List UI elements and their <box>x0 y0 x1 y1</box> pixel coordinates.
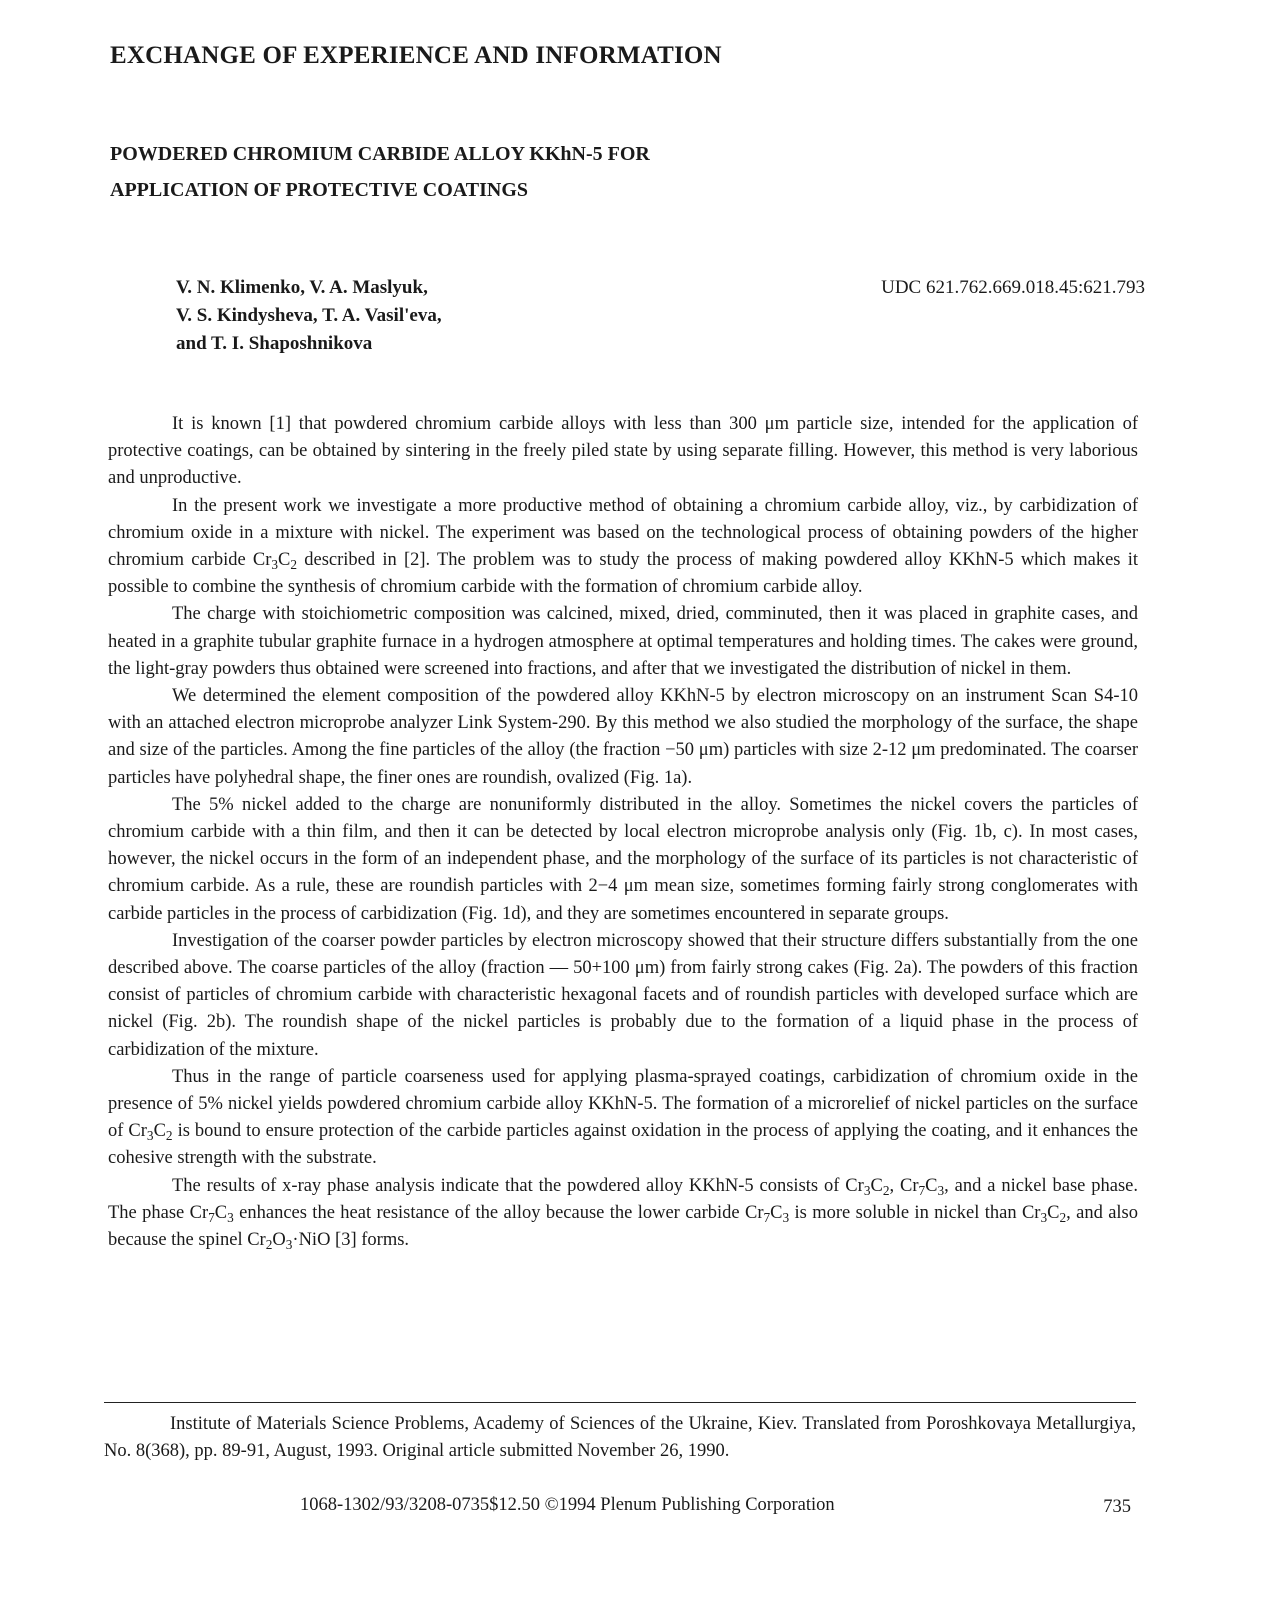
author-list <box>176 274 442 358</box>
article-body <box>108 411 1138 1254</box>
body-paragraph: The charge with stoichiometric composition was calcined, mixed, dried, comminuted, then it was placed in graphite cases, and heated in a graphite tubular graphite furnace in a hydrogen atmosphere at optimal temperatures and holding times. The cakes were ground, the light-gray powders thus obtained were screened into fractions, and after that we investigated the distribution of nickel in them. <box>108 604 1138 679</box>
body-paragraph: In the present work we investigate a more productive method of obtaining a chromium carbide alloy, viz., by carbidization of chromium oxide in a mixture with nickel. The experiment was based on the technological process of obtaining powders of the higher chromium carbide $Cr_3C_2$ described in [2]. The problem was to study the process of making powdered alloy KKhN-5 which makes it possible to combine the synthesis of chromium carbide with the formation of chromium carbide alloy. <box>108 495 1138 598</box>
body-paragraph: The results of x-ray phase analysis indicate that the powdered alloy KKhN-5 consists of $Cr_3C_2$, $Cr_7C_3$, and a nickel base phase. The phase $Cr_7C_3$ enhances the heat resistance of the alloy because the lower carbide $Cr_7C_3$ is more soluble in nickel than $Cr_3C_2$, and also because the spinel $Cr_2O_3\cdot NiO$ [3] forms. <box>108 1175 1138 1253</box>
author-line: and T. I. Shaposhnikova <box>176 333 373 354</box>
body-paragraph: Investigation of the coarser powder particles by electron microscopy showed that their structure differs substantially from the one described above. The coarse particles of the alloy (fraction — 50+100 μm) from fairly strong cakes (Fig. 2a). The powders of this fraction consist of particles of chromium carbide with characteristic hexagonal facets and of roundish particles with developed surface which are nickel (Fig. 2b). The roundish shape of the nickel particles is probably due to the formation of a liquid phase in the process of carbidization of the mixture. <box>108 930 1138 1060</box>
article-title-line: POWDERED CHROMIUM CARBIDE ALLOY KKhN-5 FOR <box>110 143 650 165</box>
footnote-divider <box>104 1402 1136 1403</box>
affiliation-footnote: Institute of Materials Science Problems, Academy of Sciences of the Ukraine, Kiev. Translated from Poroshkovaya Metallurgiya, No. 8(368), pp. 89-91, August, 1993. Original article submitted November 26, 1990. <box>104 1414 1136 1461</box>
body-paragraph: Thus in the range of particle coarseness used for applying plasma-sprayed coatings, carbidization of chromium oxide in the presence of 5% nickel yields powdered chromium carbide alloy KKhN-5. The formation of a microrelief of nickel particles on the surface of $Cr_3C_2$ is bound to ensure protection of the carbide particles against oxidation in the process of applying the coating, and it enhances the cohesive strength with the substrate. <box>108 1066 1138 1169</box>
author-line: V. N. Klimenko, V. A. Maslyuk, <box>176 277 428 298</box>
author-line: V. S. Kindysheva, T. A. Vasil'eva, <box>176 305 442 326</box>
body-paragraph: We determined the element composition of the powdered alloy KKhN-5 by electron microscopy on an instrument Scan S4-10 with an attached electron microprobe analyzer Link System-290. By this method we also studied the morphology of the surface, the shape and size of the particles. Among the fine particles of the alloy (the fraction −50 μm) particles with size 2-12 μm predominated. The coarser particles have polyhedral shape, the finer ones are roundish, ovalized (Fig. 1a). <box>108 686 1138 788</box>
publisher-imprint: 1068-1302/93/3208-0735$12.50 ©1994 Plenum Publishing Corporation <box>300 1495 835 1515</box>
body-paragraph: The 5% nickel added to the charge are nonuniformly distributed in the alloy. Sometimes the nickel covers the particles of chromium carbide with a thin film, and then it can be detected by local electron microprobe analysis only (Fig. 1b, c). In most cases, however, the nickel occurs in the form of an independent phase, and the morphology of the surface of its particles is not characteristic of chromium carbide. As a rule, these are roundish particles with 2−4 μm mean size, sometimes forming fairly strong conglomerates with carbide particles in the process of carbidization (Fig. 1d), and they are sometimes encountered in separate groups. <box>108 794 1138 924</box>
body-paragraph: It is known [1] that powdered chromium carbide alloys with less than 300 μm particle size, intended for the application of protective coatings, can be obtained by sintering in the freely piled state by using separate filling. However, this method is very laborious and unproductive. <box>108 414 1138 489</box>
section-heading: EXCHANGE OF EXPERIENCE AND INFORMATION <box>110 42 722 69</box>
udc-code: UDC 621.762.669.018.45:621.793 <box>881 277 1145 298</box>
article-title-line: APPLICATION OF PROTECTIVE COATINGS <box>110 179 529 201</box>
article-title <box>110 136 650 208</box>
page-number: 735 <box>1103 1497 1131 1517</box>
